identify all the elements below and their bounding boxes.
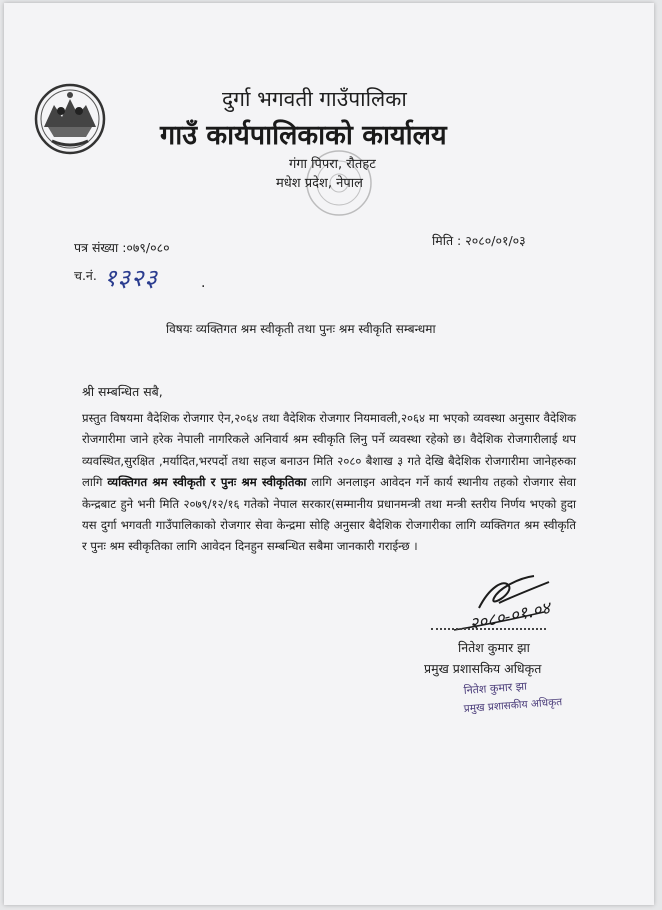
municipality-name: दुर्गा भगवती गाउँपालिका [222,87,407,111]
letter-page [4,3,654,905]
nepal-emblem-icon [34,83,106,155]
signature-date: २०८०-०१.०४ [467,598,553,635]
letter-body [82,408,576,558]
name-stamp [462,679,563,719]
dispatch-number-value: १३२३ [104,264,158,292]
office-name: गाउँ कार्यपालिकाको कार्यालय [160,120,447,151]
dispatch-number-label: च.नं. [74,268,97,283]
body-part-1: प्रस्तुत विषयमा वैदेशिक रोजगार ऐन,२०६४ तथा वैदेशिक रोजगार नियमावली,२०६४ मा भएको व्यवस्था अनुसार वैदेशिक रोजगारीमा जाने हरेक नेपाली नागरिकले अनिवार्य श्रम स्वीकृति लिनु पर्ने व्यवस्था रहेको छ। वैदेशिक रोजगारीलाई थप व्यवस्थित,सुरक्षित ,मर्यादित,भरपर्दो तथा सहज बनाउन मिति २०८० बैशाख ३ गते देखि बैदेशिक रोजगारीमा जानेहरुका लागि [82,411,576,490]
address-line-1: गंगा पिपरा, रौतहट [289,157,376,172]
letter-number: पत्र संख्या :०७९/०८० [74,240,170,255]
stamp-name: नितेश कुमार झा [463,679,528,697]
dispatch-number-suffix: . [201,275,206,291]
body-part-2: लागि अनलाइन आवेदन गर्ने कार्य स्थानीय तहको रोजगार सेवा केन्द्रबाट हुने भनी मिति २०७९/१२/१६ गतेको नेपाल सरकार(सम्मानीय प्रधानमन्त्री तथा मन्त्री स्तरीय निर्णय भएको हुदा यस दुर्गा भगवती गाउँपालिकाको रोजगार सेवा केन्द्रमा सोहि अनुसार बैदेशिक रोजगारीका लागि व्यक्तिगत श्रम स्वीकृति र पुनः श्रम स्वीकृतिका लागि आवेदन दिनहुन सम्बन्धित सबैमा जानकारी गराईन्छ । [82,475,576,554]
signer-name: नितेश कुमार झा [458,640,530,655]
body-bold-phrase: व्यक्तिगत श्रम स्वीकृती र पुनः श्रम स्वीकृतिका [107,475,307,490]
address-line-2: मधेश प्रदेश, नेपाल [276,176,363,191]
signature-line [431,628,546,630]
signer-title: प्रमुख प्रशासकिय अधिकृत [424,661,542,676]
stamp-title: प्रमुख प्रशासकीय अधिकृत [463,696,563,715]
letter-date: मिति : २०८०/०१/०३ [432,233,526,248]
salutation: श्री सम्बन्धित सबै, [82,384,163,399]
subject-line: विषयः व्यक्तिगत श्रम स्वीकृती तथा पुनः श्रम स्वीकृति सम्बन्धमा [166,322,436,336]
